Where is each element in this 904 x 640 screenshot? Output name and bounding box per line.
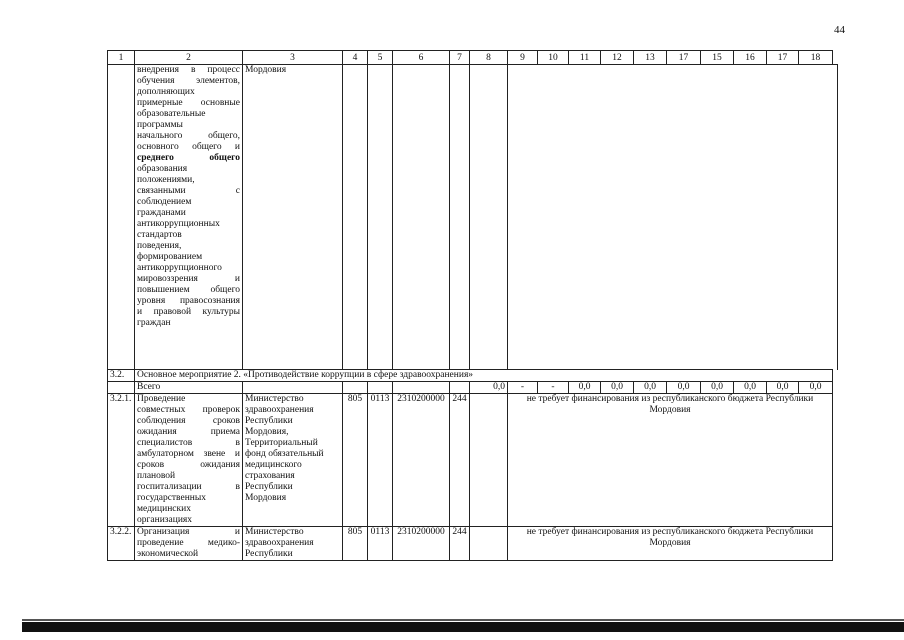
section-title: Основное мероприятие 2. «Противодействие коррупции в сфере здравоохранения»: [135, 370, 833, 382]
executor-cell: Мордовия: [243, 65, 343, 370]
header-cell: 18: [799, 51, 833, 65]
scan-edge-bar: [22, 622, 904, 632]
header-row: [108, 51, 838, 65]
scan-edge-shadow: [22, 619, 904, 621]
total-value: 0,0: [634, 382, 667, 394]
header-cell: 5: [368, 51, 393, 65]
total-value: -: [508, 382, 538, 394]
table-row-3-2-2: [108, 527, 838, 561]
budget-table: [107, 50, 838, 561]
total-value: -: [538, 382, 569, 394]
code-cell: 0113: [368, 394, 393, 527]
row-number: 3.2.1.: [108, 394, 135, 527]
header-cell: 8: [470, 51, 508, 65]
table-row-3-2: [108, 370, 838, 382]
code-cell: 2310200000: [393, 527, 450, 561]
financing-note: не требует финансирования из республиканского бюджета Республики Мордовия: [508, 527, 833, 561]
header-cell: 12: [601, 51, 634, 65]
code-cell: 805: [343, 527, 368, 561]
total-value: 0,0: [701, 382, 734, 394]
code-cell: 0113: [368, 527, 393, 561]
header-cell: 17: [767, 51, 799, 65]
code-cell: 244: [450, 394, 470, 527]
row-number: 3.2.2.: [108, 527, 135, 561]
code-cell: 244: [450, 527, 470, 561]
financing-note: не требует финансирования из республиканского бюджета Республики Мордовия: [508, 394, 833, 527]
header-cell: 13: [634, 51, 667, 65]
total-value: 0,0: [799, 382, 833, 394]
total-value: 0,0: [734, 382, 767, 394]
header-cell: 15: [701, 51, 734, 65]
total-value: 0,0: [767, 382, 799, 394]
measure-description: Организация и проведение медико- экономической: [135, 527, 243, 561]
header-cell: 2: [135, 51, 243, 65]
code-cell: 805: [343, 394, 368, 527]
header-cell: 3: [243, 51, 343, 65]
header-cell: 9: [508, 51, 538, 65]
table-row: [108, 65, 838, 370]
executor-cell: Министерство здравоохранения Республики Мордовия, Территориальный фонд обязательный медицинского страхования Республики Мордовия: [243, 394, 343, 527]
header-cell: 6: [393, 51, 450, 65]
table-row-total: [108, 382, 838, 394]
header-cell: 10: [538, 51, 569, 65]
measure-description: внедрения в процесс обучения элементов, дополняющих примерные основные образовательные программы начального общего, основного общего и среднего общего образования положениями, связанными с соблюдением гражданами антикоррупционных стандартов поведения, формированием антикоррупционного мировоззрения и повышением общего уровня правосознания и правовой культуры граждан: [135, 65, 243, 370]
total-value: 0,0: [569, 382, 601, 394]
total-label: Всего: [135, 382, 243, 394]
header-cell: 11: [569, 51, 601, 65]
header-cell: 4: [343, 51, 368, 65]
total-value: 0,0: [470, 382, 508, 394]
header-cell: 16: [734, 51, 767, 65]
measure-description: Проведение совместных проверок соблюдения сроков ожидания приема специалистов в амбулаторном звене и сроков ожидания плановой госпитализации в государственных медицинских организациях: [135, 394, 243, 527]
code-cell: 2310200000: [393, 394, 450, 527]
page-number: 44: [834, 24, 845, 36]
header-cell: 17: [667, 51, 701, 65]
table-row-3-2-1: [108, 394, 838, 527]
total-value: 0,0: [667, 382, 701, 394]
header-cell: 1: [108, 51, 135, 65]
row-number: 3.2.: [108, 370, 135, 382]
header-cell: 7: [450, 51, 470, 65]
executor-cell: Министерство здравоохранения Республики: [243, 527, 343, 561]
total-value: 0,0: [601, 382, 634, 394]
